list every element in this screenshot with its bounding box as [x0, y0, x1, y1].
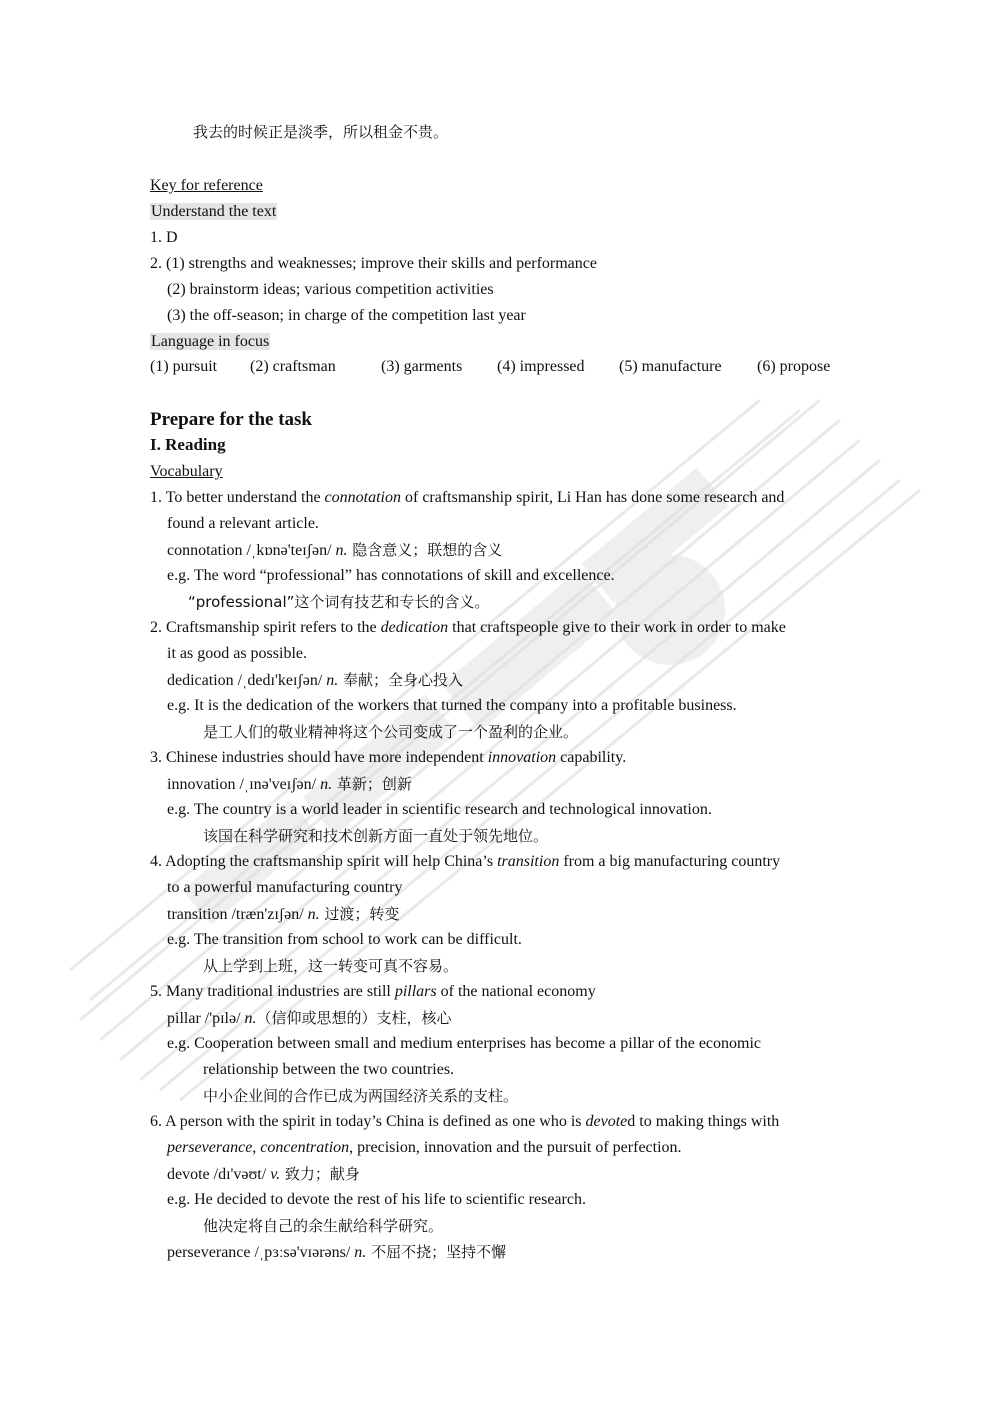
- vocab-item-5-example-cn: 中小企业间的合作已成为两国经济关系的支柱。: [203, 1087, 519, 1105]
- vocab-item-6-line2: perseverance, concentration, precision, innovation and the pursuit of perfection.: [167, 1139, 682, 1156]
- vocab-item-5-example: e.g. Cooperation between small and medium enterprises has become a pillar of the economic: [167, 1035, 762, 1052]
- vocab-item-2-example-cn: 是工人们的敬业精神将这个公司变成了一个盈利的企业。: [203, 723, 579, 741]
- vocabulary-heading: Vocabulary: [150, 463, 223, 480]
- vocab-item-3-example-cn: 该国在科学研究和技术创新方面一直处于领先地位。: [203, 827, 549, 845]
- answer-2-3: (3) the off-season; in charge of the competition last year: [167, 307, 526, 324]
- answer-2-2: (2) brainstorm ideas; various competition activities: [167, 281, 494, 298]
- lang-answer: (3) garments: [381, 358, 463, 375]
- vocab-item-3-sentence: 3. Chinese industries should have more independent innovation capability.: [150, 749, 627, 766]
- vocab-item-5-sentence: 5. Many traditional industries are still pillars of the national economy: [150, 983, 596, 1000]
- section-title: Prepare for the task: [150, 409, 313, 430]
- vocab-item-1-example: e.g. The word “professional” has connotations of skill and excellence.: [167, 567, 615, 584]
- lang-answer: (1) pursuit: [150, 358, 218, 375]
- vocab-item-6-example: e.g. He decided to devote the rest of his life to scientific research.: [167, 1191, 586, 1208]
- vocab-item-6-example-cn: 他决定将自己的余生献给科学研究。: [203, 1217, 444, 1235]
- vocab-item-6-word: devote /dɪ'vəʊt/ v. 致力；献身: [167, 1165, 360, 1183]
- lang-answer: (4) impressed: [497, 358, 585, 375]
- vocab-item-1-example-cn: “professional”这个词有技艺和专长的含义。: [188, 593, 490, 611]
- vocab-item-1-sentence: 1. To better understand the connotation of craftsmanship spirit, Li Han has done some research and: [150, 489, 785, 506]
- vocab-item-2-word: dedication /ˌdedɪ'keɪʃən/ n. 奉献；全身心投入: [167, 671, 464, 689]
- lang-answer: (5) manufacture: [619, 358, 722, 375]
- subsection-title: I. Reading: [150, 435, 226, 454]
- vocab-item-4-word: transition /træn'zɪʃən/ n. 过渡；转变: [167, 905, 400, 923]
- vocab-item-6-sentence: 6. A person with the spirit in today’s China is defined as one who is devoted to making things with: [150, 1113, 780, 1130]
- vocab-item-4-example-cn: 从上学到上班，这一转变可真不容易。: [203, 957, 459, 975]
- vocab-item-4-sentence: 4. Adopting the craftsmanship spirit will help China’s transition from a big manufacturing country: [150, 853, 781, 870]
- vocab-item-2-line2: it as good as possible.: [167, 645, 307, 662]
- language-focus-label: Language in focus: [151, 333, 270, 350]
- vocab-item-3-example: e.g. The country is a world leader in scientific research and technological innovation.: [167, 801, 712, 818]
- vocab-item-2-sentence: 2. Craftsmanship spirit refers to the dedication that craftspeople give to their work in order to make: [150, 619, 786, 636]
- lang-answer: (2) craftsman: [250, 358, 336, 375]
- intro-sentence-cn: 我去的时候正是淡季，所以租金不贵。: [193, 123, 449, 141]
- answer-2-1: 2. (1) strengths and weaknesses; improve their skills and performance: [150, 255, 597, 272]
- vocab-item-1-line2: found a relevant article.: [167, 515, 319, 532]
- vocab-item-1-word: connotation /ˌkɒnə'teɪʃən/ n. 隐含意义；联想的含义: [167, 541, 503, 559]
- vocab-item-5-example-line2: relationship between the two countries.: [203, 1061, 455, 1078]
- understand-text-label: Understand the text: [151, 203, 277, 220]
- vocab-item-4-line2: to a powerful manufacturing country: [167, 879, 403, 896]
- vocab-item-4-example: e.g. The transition from school to work can be difficult.: [167, 931, 522, 948]
- vocab-item-2-example: e.g. It is the dedication of the workers that turned the company into a profitable business.: [167, 697, 737, 714]
- lang-answer: (6) propose: [757, 358, 831, 375]
- vocab-item-6-word2: perseverance /ˌpɜːsə'vɪərəns/ n. 不屈不挠；坚持不懈: [167, 1243, 507, 1261]
- key-for-reference-heading: Key for reference: [150, 177, 263, 194]
- answer-1: 1. D: [150, 229, 178, 246]
- vocab-item-3-word: innovation /ˌɪnə'veɪʃən/ n. 革新；创新: [167, 775, 412, 793]
- vocab-item-5-word: pillar /'pɪlə/ n.（信仰或思想的）支柱，核心: [167, 1009, 452, 1027]
